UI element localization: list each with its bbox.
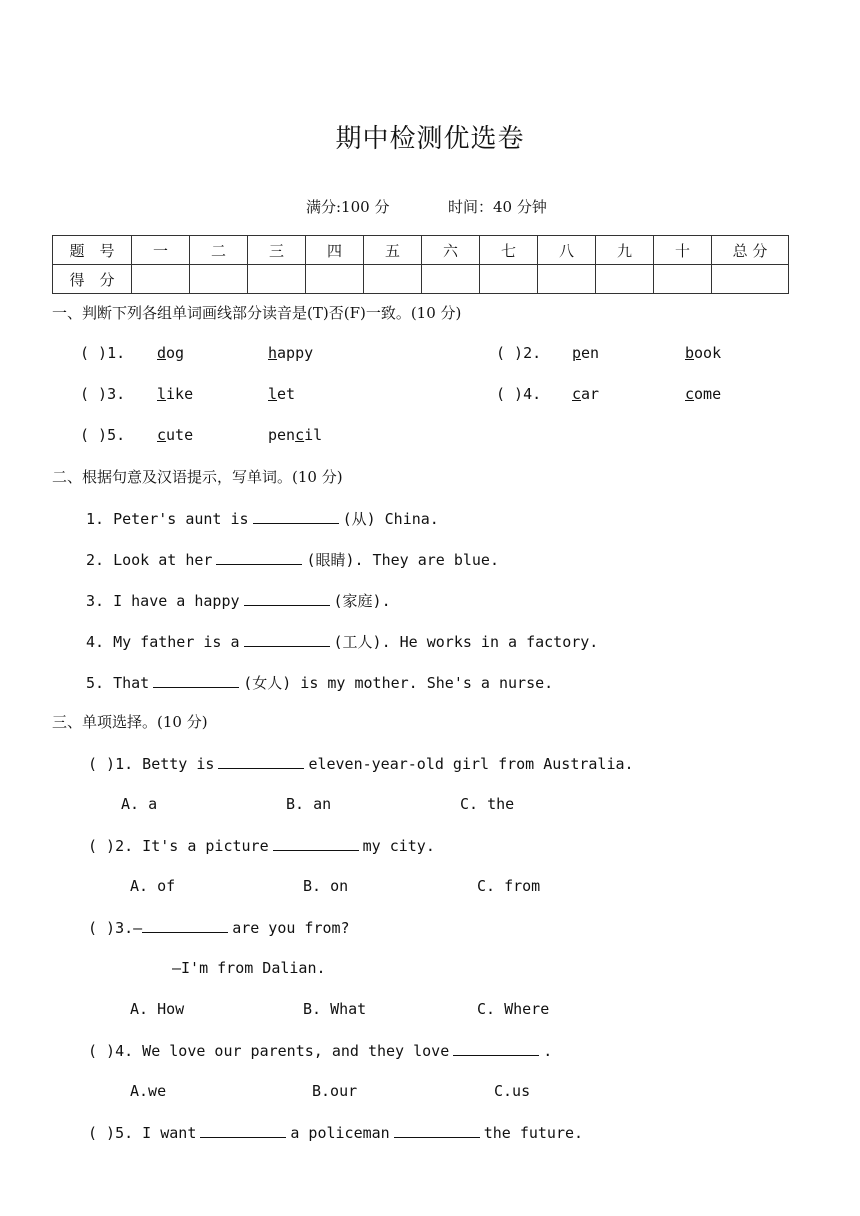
header-cell: 六 (422, 236, 480, 265)
score-cell[interactable] (596, 265, 654, 294)
answer-blank[interactable] (244, 632, 330, 647)
score-cell[interactable] (480, 265, 538, 294)
s3-q1: ( )1. Betty is eleven-year-old girl from Australia. (88, 755, 634, 773)
s1-item-4-num: ( )4. (496, 385, 542, 403)
s3-q4-option-c: C.us (494, 1082, 531, 1100)
s3-q3-option-b: B. What (303, 1000, 367, 1018)
answer-blank[interactable] (273, 836, 359, 851)
header-cell: 题 号 (53, 236, 132, 265)
score-cell[interactable] (190, 265, 248, 294)
s3-q1-option-a: A. a (121, 795, 158, 813)
answer-blank[interactable] (142, 918, 228, 933)
s1-item-3-word2: let (268, 385, 296, 403)
s3-q3-option-c: C. Where (477, 1000, 550, 1018)
s1-item-2-num: ( )2. (496, 344, 542, 362)
s2-item-5: 5. That (女人) is my mother. She's a nurse. (86, 674, 554, 692)
header-cell: 一 (132, 236, 190, 265)
s2-item-3: 3. I have a happy (家庭). (86, 592, 391, 610)
header-cell: 七 (480, 236, 538, 265)
s2-item-4: 4. My father is a (工人). He works in a factory. (86, 633, 599, 651)
s3-q3-option-a: A. How (130, 1000, 185, 1018)
time-limit: 时间：40 分钟 (448, 198, 547, 216)
score-table-score-row (53, 265, 789, 294)
score-cell[interactable] (364, 265, 422, 294)
s1-item-1-word2: happy (268, 344, 314, 362)
score-cell[interactable] (712, 265, 789, 294)
section1-heading: 一、判断下列各组单词画线部分读音是(T)否(F)一致。(10 分) (52, 304, 462, 322)
answer-blank[interactable] (218, 754, 304, 769)
s1-item-3-num: ( )3. (80, 385, 126, 403)
score-cell[interactable] (422, 265, 480, 294)
section2-heading: 二、根据句意及汉语提示，写单词。(10 分) (52, 468, 343, 486)
header-cell: 五 (364, 236, 422, 265)
score-cell[interactable] (306, 265, 364, 294)
s3-q2-option-c: C. from (477, 877, 541, 895)
score-table-header-row (53, 236, 789, 265)
header-cell: 八 (538, 236, 596, 265)
answer-blank[interactable] (216, 550, 302, 565)
s3-q3: ( )3.— are you from? (88, 919, 350, 937)
s1-item-3-word1: like (157, 385, 194, 403)
answer-blank[interactable] (153, 673, 239, 688)
s3-q3-reply: —I'm from Dalian. (172, 959, 326, 977)
score-cell[interactable] (248, 265, 306, 294)
header-cell: 十 (654, 236, 712, 265)
s3-q2-option-b: B. on (303, 877, 349, 895)
s1-item-5-num: ( )5. (80, 426, 126, 444)
s1-item-1-num: ( )1. (80, 344, 126, 362)
s1-item-5-word2: pencil (268, 426, 323, 444)
answer-blank[interactable] (244, 591, 330, 606)
answer-blank[interactable] (253, 509, 339, 524)
score-table (52, 235, 789, 294)
score-cell[interactable] (654, 265, 712, 294)
header-cell: 四 (306, 236, 364, 265)
s1-item-2-word2: book (685, 344, 722, 362)
header-cell: 九 (596, 236, 654, 265)
header-cell: 总 分 (712, 236, 789, 265)
score-row-label: 得 分 (53, 265, 132, 294)
s3-q1-option-b: B. an (286, 795, 332, 813)
answer-blank[interactable] (200, 1123, 286, 1138)
s3-q4-option-b: B.our (312, 1082, 358, 1100)
s2-item-1: 1. Peter's aunt is (从) China. (86, 510, 439, 528)
s3-q2-option-a: A. of (130, 877, 176, 895)
s1-item-4-word1: car (572, 385, 600, 403)
answer-blank[interactable] (394, 1123, 480, 1138)
answer-blank[interactable] (453, 1041, 539, 1056)
header-cell: 三 (248, 236, 306, 265)
s1-item-2-word1: pen (572, 344, 600, 362)
s1-item-4-word2: come (685, 385, 722, 403)
s2-item-2: 2. Look at her (眼睛). They are blue. (86, 551, 499, 569)
s3-q4-option-a: A.we (130, 1082, 167, 1100)
s3-q5: ( )5. I want a policeman the future. (88, 1124, 584, 1142)
s3-q4: ( )4. We love our parents, and they love . (88, 1042, 553, 1060)
score-cell[interactable] (132, 265, 190, 294)
score-cell[interactable] (538, 265, 596, 294)
section3-heading: 三、单项选择。(10 分) (52, 713, 208, 731)
full-score: 满分:100 分 (306, 198, 390, 216)
s3-q2: ( )2. It's a picture my city. (88, 837, 435, 855)
s1-item-5-word1: cute (157, 426, 194, 444)
s1-item-1-word1: dog (157, 344, 185, 362)
s3-q1-option-c: C. the (460, 795, 515, 813)
header-cell: 二 (190, 236, 248, 265)
page-title: 期中检测优选卷 (335, 124, 525, 154)
